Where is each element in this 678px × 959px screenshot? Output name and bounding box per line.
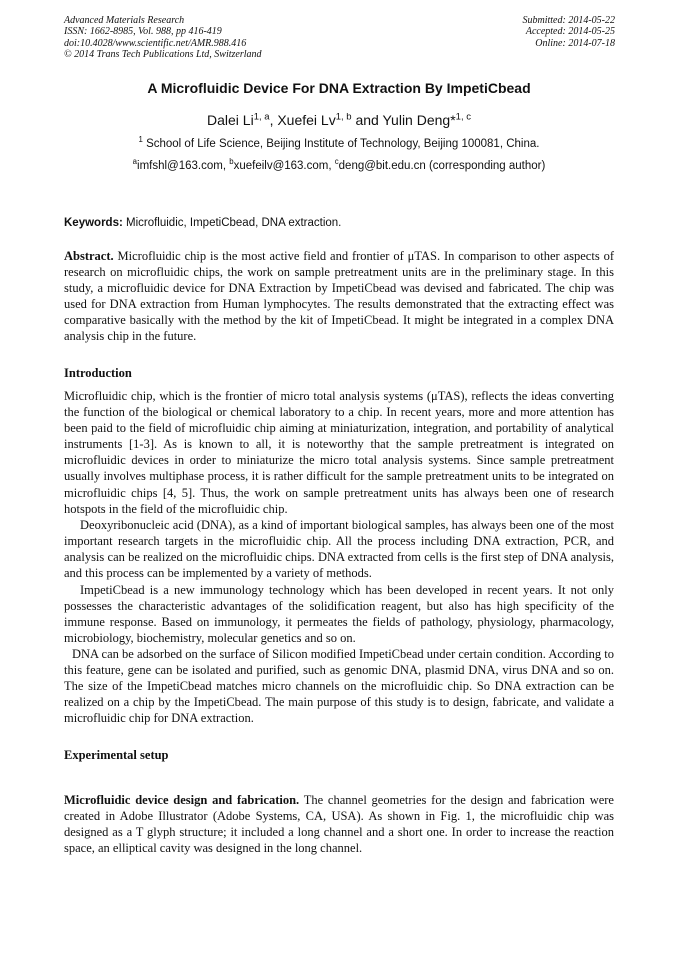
journal-issn: ISSN: 1662-8985, Vol. 988, pp 416-419 [64,26,222,38]
abstract [64,248,614,345]
journal-name: Advanced Materials Research [64,15,185,26]
author-separator: , [269,112,278,128]
experimental-paragraph [64,792,614,856]
author-affil-mark: 1, b [335,111,352,123]
author-separator: and [351,112,383,128]
online-date: Online: 2014-07-18 [535,37,615,49]
email-address[interactable]: imfshl@163.com, [137,160,230,172]
journal-doi[interactable]: doi:10.4028/www.scientific.net/AMR.988.416 [64,37,247,49]
email-address[interactable]: deng@bit.edu.cn (corresponding author) [338,160,546,172]
paper-title: A Microfluidic Device For DNA Extraction By ImpetiCbead [147,80,531,96]
author-name: Yulin Deng* [382,112,456,128]
submitted-date: Submitted: 2014-05-22 [522,15,615,26]
journal-header-right [523,15,616,49]
abstract-text: Microfluidic chip is the most active field and frontier of μTAS. In comparison to other aspects of research on microfluidic chips, the work on sample pretreatment units are in the preliminary stage. In this study, a microfluidic device for DNA Extraction by ImpetiCbead was devised and fabricated. The chip was used for DNA extraction from Human lymphocytes. The results demonstrated that the extracting effect was comparative basically with the method by the kit of ImpetiCbead. It might be integrated in a complex DNA analysis chip in the future. [64,249,614,344]
accepted-date: Accepted: 2014-05-25 [525,26,615,38]
section-heading: Experimental setup [64,748,169,762]
affiliation-text: School of Life Science, Beijing Institute of Technology, Beijing 100081, China. [142,138,540,150]
keywords-text: Microfluidic, ImpetiCbead, DNA extraction. [122,217,342,229]
author-affil-mark: 1, c [455,111,471,123]
author-affil-mark: 1, a [253,111,270,123]
keywords [64,217,616,229]
intro-paragraph-2: Deoxyribonucleic acid (DNA), as a kind of important biological samples, has always been one of the most important research targets in the microfluidic chip. All the process including DNA extraction, PCR, and analysis can be realized on the microfluidic chips. DNA extracted from cells is the first step of DNA analysis, and this process can be implemented by a variety of methods. [64,518,614,581]
keywords-label: Keywords: [64,217,123,229]
intro-paragraph-3: ImpetiCbead is a new immunology technology which has been developed in recent years. It not only possesses the characteristic advantages of the solidification reagent, but also has high specificity of the immune response. Based on immunology, it permeates the fields of pathology, physiology, pharmacology, microbiology, biochemistry, molecular genetics and so on. [64,583,614,646]
intro-paragraph-4: DNA can be adsorbed on the surface of Silicon modified ImpetiCbead under certain condition. According to this feature, gene can be isolated and purified, such as genomic DNA, plasmid DNA, virus DNA and so on. The size of the ImpetiCbead matches micro channels on the microfluidic chip. So DNA extraction can be realized on a chip by the ImpetiCbead. The main purpose of this study is to design, fabricate, and validate a microfluidic chip for DNA extraction. [64,647,614,726]
intro-paragraph-1: Microfluidic chip, which is the frontier of micro total analysis systems (μTAS), reflects the ideas converting the function of the biological or chemical laboratory to a chip. In recent years, more and more attention has been paid to the field of microfluidic chip aiming at miniaturization, integration, and portability of analytical instruments [1-3]. As is known to all, it is noteworthy that the sample pretreatment is integrated on microfluidic devices in order to miniaturize the micro total analysis systems. Since sample pretreatment usually involves multiphase process, it is rather difficult for the sample pretreatment units to be integrated on microfluidic chips [4, 5]. Thus, the work on sample pretreatment units has always been one of research hotspots in the field of the microfluidic chip. [64,389,614,516]
author-emails [0,157,678,172]
affiliation-mark: 1 [138,135,143,145]
author-list [0,112,678,128]
email-mark: a [132,157,138,167]
journal-copyright: © 2014 Trans Tech Publications Ltd, Switzerland [64,48,262,60]
abstract-label: Abstract. [64,249,114,263]
email-mark: b [229,157,234,167]
subsection-text: The channel geometries for the design and fabrication were created in Adobe Illustrator (Adobe Systems, CA, USA). As shown in Fig. 1, the microfluidic chip was designed as a T glyph structure; it included a long channel and a short one. In order to increase the reaction space, an elliptical cavity was designed in the long channel. [64,793,614,856]
author-name: Dalei Li [206,112,254,128]
affiliation [0,135,678,150]
journal-header-left [64,15,262,60]
section-heading: Introduction [64,366,132,380]
author-name: Xuefei Lv [277,112,336,128]
email-address[interactable]: xuefeilv@163.com, [233,160,335,172]
email-mark: c [334,157,339,167]
subsection-label: Microfluidic device design and fabrication. [64,793,300,807]
